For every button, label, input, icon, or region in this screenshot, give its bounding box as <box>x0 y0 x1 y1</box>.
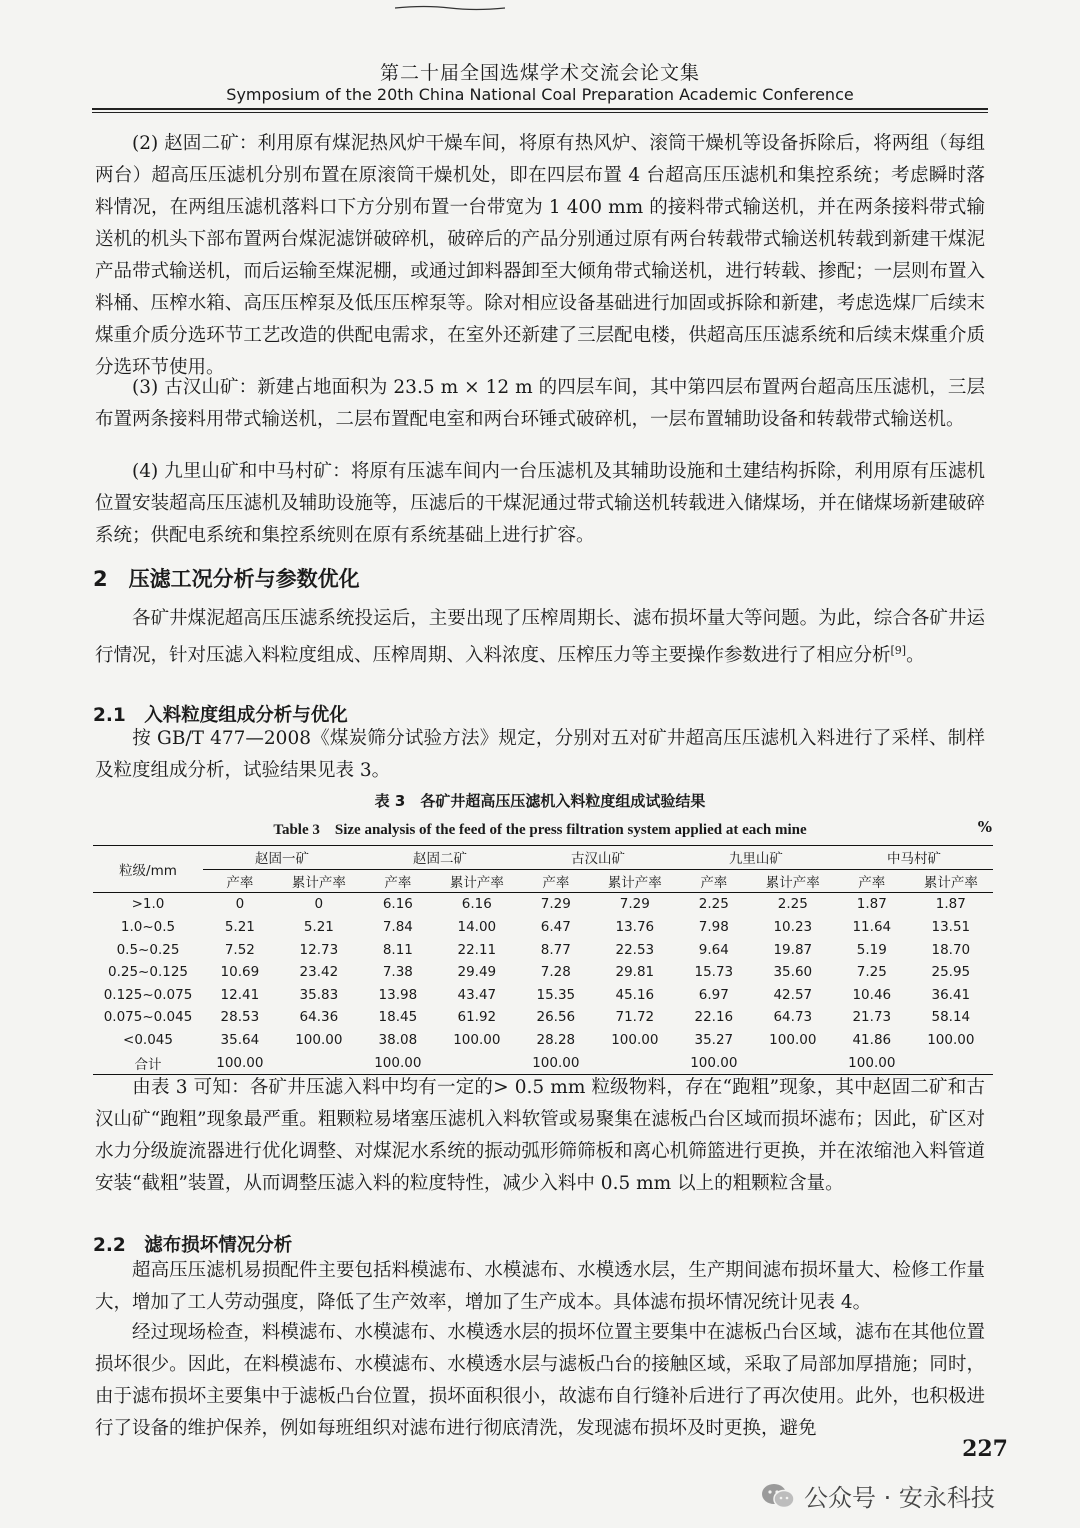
value-cell <box>593 1051 677 1074</box>
value-cell: 41.86 <box>852 1032 892 1049</box>
value-cell: 14.00 <box>457 919 497 936</box>
col-header-yield: 产率 <box>361 869 435 893</box>
value-cell: 36.41 <box>931 986 971 1003</box>
value-cell: 23.42 <box>299 964 339 981</box>
value-cell: 7.29 <box>540 896 571 913</box>
value-cell: 6.16 <box>461 896 492 913</box>
value-cell: 25.95 <box>931 964 971 981</box>
value-cell: 100.00 <box>835 1051 909 1074</box>
wechat-icon <box>760 1482 796 1510</box>
value-cell: 5.21 <box>303 919 334 936</box>
table-caption-cn: 表 3 各矿井超高压压滤机入料粒度组成试验结果 <box>374 792 706 810</box>
table-row <box>93 1051 993 1074</box>
value-cell: 9.64 <box>698 941 729 958</box>
value-cell: 0 <box>314 896 324 913</box>
value-cell: 100.00 <box>361 1051 435 1074</box>
section-title-2-2: 2.2 滤布损坏情况分析 <box>93 1235 293 1256</box>
value-cell: 12.73 <box>299 941 339 958</box>
value-cell: 29.49 <box>457 964 497 981</box>
value-cell: 22.16 <box>694 1009 734 1026</box>
header-rule <box>92 108 988 110</box>
value-cell <box>435 1051 519 1074</box>
paragraph-inspection: 经过现场检查，料模滤布、水模滤布、水模透水层的损坏位置主要集中在滤板凸台区域，滤布在其他位置损坏很少。因此，在料模滤布、水模滤布、水模透水层与滤板凸台的接触区域，采取了局部加厚措施；同时，由于滤布损坏主要集中于滤板凸台位置，损坏面积很小，故滤布自行缝补后进行了再次使用。此外，也积极进行了设备的维护保养，例如每班组织对滤布进行彻底清洗，发现滤布损坏及时更换，避免 <box>95 1322 985 1439</box>
size-fraction-cell: 0.25~0.125 <box>107 964 189 981</box>
col-header-yield: 产率 <box>519 869 593 893</box>
table-row <box>93 916 993 939</box>
value-cell: 6.47 <box>540 919 571 936</box>
col-header-yield: 产率 <box>677 869 751 893</box>
value-cell: 100.00 <box>453 1032 501 1049</box>
paragraph-zhaogu2: (2) 赵固二矿：利用原有煤泥热风炉干燥车间，将原有热风炉、滚筒干燥机等设备拆除后，将两组（每组两台）超高压压滤机分别布置在原滚筒干燥机处，即在四层布置 4 台超高压压滤机和集控系统；考虑瞬时落料情况，在两组压滤机落料口下方分别布置一台带宽为 1 400 mm 的接料带式输送机，并在两条接料带式输送机的机头下部布置两台煤泥滤饼破碎机，破碎后的产品分别通过原有两台转载带式输送机转载到新建干煤泥产品带式输送机，而后运输至煤泥棚，或通过卸料器卸至大倾角带式输送机，进行转载、掺配；一层则布置入料桶、压榨水箱、高压压榨泵及低压压榨泵等。除对相应设备基础进行加固或拆除和新建，考虑选煤厂后续末煤重介质分选环节工艺改造的供配电需求，在室外还新建了三层配电楼，供超高压压滤系统和后续末煤重介质分选环节使用。 <box>95 133 985 378</box>
value-cell: 7.29 <box>619 896 650 913</box>
paragraph-feed-sampling: 按 GB/T 477—2008《煤炭筛分试验方法》规定，分别对五对矿井超高压压滤机入料进行了采样、制样及粒度组成分析，试验结果见表 3。 <box>95 728 985 781</box>
value-cell: 15.35 <box>536 986 576 1003</box>
value-cell: 15.73 <box>694 964 734 981</box>
running-header-en: Symposium of the 20th China National Coal Preparation Academic Conference <box>226 85 854 104</box>
value-cell: 35.64 <box>220 1032 260 1049</box>
value-cell: 28.53 <box>220 1009 260 1026</box>
value-cell: 100.00 <box>203 1051 277 1074</box>
col-header-size: 粒级/mm <box>93 846 203 893</box>
table-caption-en: Table 3 Size analysis of the feed of the press filtration system applied at each mine <box>273 822 807 838</box>
value-cell: 26.56 <box>536 1009 576 1026</box>
value-cell: 7.52 <box>224 941 255 958</box>
value-cell: 100.00 <box>927 1032 975 1049</box>
value-cell: 100.00 <box>519 1051 593 1074</box>
value-cell: 18.70 <box>931 941 971 958</box>
value-cell: 64.73 <box>773 1009 813 1026</box>
size-fraction-cell: 1.0~0.5 <box>120 919 176 936</box>
value-cell: 35.27 <box>694 1032 734 1049</box>
size-fraction-cell: 0.075~0.045 <box>103 1009 193 1026</box>
header-ornament <box>395 4 505 12</box>
col-header-mine: 九里山矿 <box>677 846 835 870</box>
value-cell: 21.73 <box>852 1009 892 1026</box>
value-cell: 5.19 <box>856 941 887 958</box>
header-rule-thin <box>92 112 988 113</box>
col-header-mine: 赵固一矿 <box>203 846 361 870</box>
section-title-2-1: 2.1 入料粒度组成分析与优化 <box>93 705 348 726</box>
table-row <box>93 893 993 916</box>
value-cell: 38.08 <box>378 1032 418 1049</box>
value-cell: 6.16 <box>382 896 413 913</box>
value-cell: 8.77 <box>540 941 571 958</box>
col-header-cumulative: 累计产率 <box>277 869 361 893</box>
value-cell: 10.23 <box>773 919 813 936</box>
value-cell: 13.98 <box>378 986 418 1003</box>
value-cell: 13.76 <box>615 919 655 936</box>
value-cell: 100.00 <box>295 1032 343 1049</box>
table-row <box>93 1029 993 1052</box>
table-row <box>93 938 993 961</box>
value-cell: 22.11 <box>457 941 497 958</box>
value-cell <box>909 1051 993 1074</box>
size-fraction-cell: >1.0 <box>131 896 165 913</box>
value-cell: 10.46 <box>852 986 892 1003</box>
value-cell: 5.21 <box>224 919 255 936</box>
value-cell: 58.14 <box>931 1009 971 1026</box>
paragraph-section2-intro: 各矿井煤泥超高压压滤系统投运后，主要出现了压榨周期长、滤布损坏量大等问题。为此，综合各矿井运行情况，针对压滤入料粒度组成、压榨周期、入料浓度、压榨压力等主要操作参数进行了相应分析[9]。 <box>95 608 985 667</box>
table-row <box>93 961 993 984</box>
value-cell: 22.53 <box>615 941 655 958</box>
value-cell: 43.47 <box>457 986 497 1003</box>
value-cell: 7.25 <box>856 964 887 981</box>
size-fraction-cell: <0.045 <box>123 1032 173 1049</box>
col-header-mine: 赵固二矿 <box>361 846 519 870</box>
value-cell: 35.60 <box>773 964 813 981</box>
paragraph-table3-analysis: 由表 3 可知：各矿井压滤入料中均有一定的> 0.5 mm 粒级物料，存在“跑粗”现象，其中赵固二矿和古汉山矿“跑粗”现象最严重。粗颗粒易堵塞压滤机入料软管或易聚集在滤板凸台区域而损坏滤布；因此，矿区对水力分级旋流器进行优化调整、对煤泥水系统的振动弧形筛筛板和离心机筛篮进行更换，并在浓缩池入料管道安装“截粗”装置，从而调整压滤入料的粒度特性，减少入料中 0.5 mm 以上的粗颗粒含量。 <box>95 1077 985 1194</box>
size-fraction-cell: 0.5~0.25 <box>116 941 180 958</box>
value-cell: 7.38 <box>382 964 413 981</box>
value-cell: 35.83 <box>299 986 339 1003</box>
value-cell: 64.36 <box>299 1009 339 1026</box>
value-cell: 2.25 <box>777 896 808 913</box>
value-cell: 29.81 <box>615 964 655 981</box>
value-cell: 18.45 <box>378 1009 418 1026</box>
col-header-mine: 古汉山矿 <box>519 846 677 870</box>
table-row <box>93 1006 993 1029</box>
value-cell: 7.84 <box>382 919 413 936</box>
size-fraction-cell: 0.125~0.075 <box>103 986 193 1003</box>
paragraph-guhanshan: (3) 古汉山矿：新建占地面积为 23.5 m × 12 m 的四层车间，其中第四层布置两台超高压压滤机，三层布置两条接料用带式输送机，二层布置配电室和两台环锤式破碎机，一层布置辅助设备和转载带式输送机。 <box>95 377 985 430</box>
value-cell: 11.64 <box>852 919 892 936</box>
col-header-cumulative: 累计产率 <box>751 869 835 893</box>
size-fraction-cell: 合计 <box>93 1051 203 1074</box>
value-cell: 7.98 <box>698 919 729 936</box>
value-cell: 42.57 <box>773 986 813 1003</box>
table-unit: % <box>977 818 992 836</box>
col-header-yield: 产率 <box>203 869 277 893</box>
value-cell: 6.97 <box>698 986 729 1003</box>
citation-ref: [9] <box>890 644 907 657</box>
value-cell: 61.92 <box>457 1009 497 1026</box>
section-title-2: 2 压滤工况分析与参数优化 <box>93 567 360 591</box>
value-cell <box>277 1051 361 1074</box>
paragraph-jiulishan: (4) 九里山矿和中马村矿：将原有压滤车间内一台压滤机及其辅助设施和土建结构拆除，利用原有压滤机位置安装超高压压滤机及辅助设施等，压滤后的干煤泥通过带式输送机转载进入储煤场，并在储煤场新建破碎系统；供配电系统和集控系统则在原有系统基础上进行扩容。 <box>95 461 985 546</box>
table-row <box>93 984 993 1007</box>
table-body <box>93 893 993 1075</box>
col-header-cumulative: 累计产率 <box>909 869 993 893</box>
size-analysis-table <box>93 845 993 1075</box>
value-cell: 2.25 <box>698 896 729 913</box>
value-cell: 1.87 <box>856 896 887 913</box>
paragraph-filter-cloth: 超高压压滤机易损配件主要包括料模滤布、水模滤布、水模透水层，生产期间滤布损坏量大、检修工作量大，增加了工人劳动强度，降低了生产效率，增加了生产成本。具体滤布损坏情况统计见表 4。 <box>95 1260 985 1313</box>
running-header-cn: 第二十届全国选煤学术交流会论文集 <box>379 62 700 84</box>
value-cell: 0 <box>235 896 245 913</box>
value-cell: 19.87 <box>773 941 813 958</box>
value-cell <box>751 1051 835 1074</box>
value-cell: 45.16 <box>615 986 655 1003</box>
value-cell: 1.87 <box>935 896 966 913</box>
col-header-mine: 中马村矿 <box>835 846 993 870</box>
value-cell: 100.00 <box>677 1051 751 1074</box>
col-header-cumulative: 累计产率 <box>435 869 519 893</box>
page-number: 227 <box>962 1436 1008 1462</box>
col-header-yield: 产率 <box>835 869 909 893</box>
value-cell: 13.51 <box>931 919 971 936</box>
watermark <box>760 1478 995 1513</box>
value-cell: 10.69 <box>220 964 260 981</box>
value-cell: 7.28 <box>540 964 571 981</box>
value-cell: 12.41 <box>220 986 260 1003</box>
value-cell: 8.11 <box>382 941 413 958</box>
watermark-text: 公众号 · 安永科技 <box>804 1484 995 1512</box>
value-cell: 100.00 <box>611 1032 659 1049</box>
col-header-cumulative: 累计产率 <box>593 869 677 893</box>
value-cell: 71.72 <box>615 1009 655 1026</box>
value-cell: 100.00 <box>769 1032 817 1049</box>
value-cell: 28.28 <box>536 1032 576 1049</box>
